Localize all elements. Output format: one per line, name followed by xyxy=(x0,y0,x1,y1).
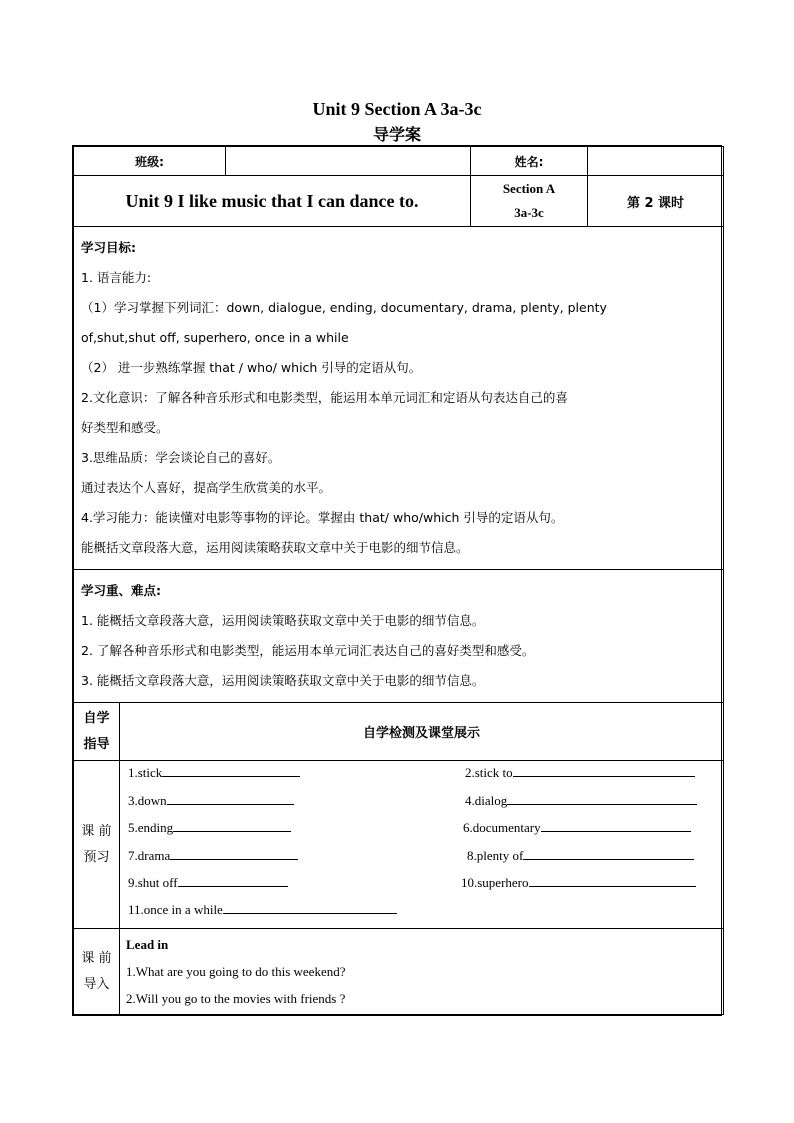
vocab-item: 3.down xyxy=(128,792,294,809)
guide-side-line1: 自学 xyxy=(83,710,110,726)
section-cell xyxy=(471,176,588,227)
lead-in-heading: Lead in xyxy=(126,937,169,952)
class-field[interactable] xyxy=(226,147,471,176)
vocab-item: 10.superhero xyxy=(461,874,696,891)
focus-line: 2. 了解各种音乐形式和电影类型，能运用本单元词汇表达自己的喜好类型和感受。 xyxy=(81,643,535,658)
objective-line: 通过表达个人喜好，提高学生欣赏美的水平。 xyxy=(81,480,332,495)
focus-line: 1. 能概括文章段落大意，运用阅读策略获取文章中关于电影的细节信息。 xyxy=(81,613,485,628)
objective-line: 好类型和感受。 xyxy=(81,420,169,435)
intro-side-label xyxy=(74,929,120,1015)
answer-blank[interactable] xyxy=(507,792,697,805)
lead-in-question-2: 2.Will you go to the movies with friends ? xyxy=(126,991,346,1006)
guide-side-line2: 指导 xyxy=(83,736,110,752)
answer-blank[interactable] xyxy=(173,819,291,832)
answer-blank[interactable] xyxy=(529,874,696,887)
preview-side-label xyxy=(74,761,120,929)
vocab-item: 9.shut off xyxy=(128,874,288,891)
section-label: Section A xyxy=(502,181,556,196)
answer-blank[interactable] xyxy=(541,819,691,832)
objectives-heading: 学习目标: xyxy=(81,240,136,255)
name-label: 姓名: xyxy=(471,147,588,176)
class-label: 班级: xyxy=(74,147,226,176)
focus-line: 3. 能概括文章段落大意，运用阅读策略获取文章中关于电影的细节信息。 xyxy=(81,673,485,688)
vocab-item: 5.ending xyxy=(128,819,291,836)
objective-line: 能概括文章段落大意，运用阅读策略获取文章中关于电影的细节信息。 xyxy=(81,540,469,555)
objective-line: 1. 语言能力: xyxy=(81,270,152,285)
answer-blank[interactable] xyxy=(223,901,397,914)
objective-line: of,shut,shut off, superhero, once in a while xyxy=(81,330,349,345)
preview-side-line2: 预习 xyxy=(83,849,110,865)
vocab-item: 8.plenty of xyxy=(467,847,694,864)
objective-line: （2） 进一步熟练掌握 that / who/ which 引导的定语从句。 xyxy=(81,360,422,375)
preview-side-line1: 课 前 xyxy=(81,823,112,839)
page-title: Unit 9 Section A 3a-3c xyxy=(312,99,482,119)
intro-side-line2: 导入 xyxy=(83,976,110,992)
unit-title: Unit 9 I like music that I can dance to. xyxy=(74,176,471,227)
vocab-item: 4.dialog xyxy=(465,792,697,809)
guide-side-label xyxy=(74,703,120,761)
vocab-item: 7.drama xyxy=(128,847,298,864)
objective-line: 2.文化意识：了解各种音乐形式和电影类型，能运用本单元词汇和定语从句表达自己的喜 xyxy=(81,390,568,405)
lead-in-question-1: 1.What are you going to do this weekend? xyxy=(126,964,346,979)
answer-blank[interactable] xyxy=(167,792,294,805)
worksheet-table xyxy=(72,145,722,1016)
objective-line: 3.思维品质：学会谈论自己的喜好。 xyxy=(81,450,281,465)
page-subtitle: 导学案 xyxy=(372,125,421,144)
objective-line: 4.学习能力：能读懂对电影等事物的评论。掌握由 that/ who/which 引导的定语从句。 xyxy=(81,510,564,525)
answer-blank[interactable] xyxy=(523,847,694,860)
answer-blank[interactable] xyxy=(170,847,298,860)
focus-section xyxy=(74,570,724,703)
lead-in-section xyxy=(120,929,724,1015)
vocab-item: 11.once in a while xyxy=(128,901,397,918)
guide-title: 自学检测及课堂展示 xyxy=(120,703,724,761)
answer-blank[interactable] xyxy=(178,874,288,887)
section-range: 3a-3c xyxy=(514,205,544,220)
objective-line: （1）学习掌握下列词汇：down, dialogue, ending, documentary, drama, plenty, plenty xyxy=(81,300,607,315)
focus-heading: 学习重、难点: xyxy=(81,583,161,598)
name-field[interactable] xyxy=(588,147,724,176)
lesson-label: 第 2 课时 xyxy=(588,176,724,227)
preview-vocab xyxy=(120,761,724,929)
vocab-item: 1.stick xyxy=(128,764,300,781)
intro-side-line1: 课 前 xyxy=(81,950,112,966)
answer-blank[interactable] xyxy=(513,764,695,777)
vocab-item: 2.stick to xyxy=(465,764,695,781)
answer-blank[interactable] xyxy=(162,764,300,777)
objectives-section xyxy=(74,227,724,570)
vocab-item: 6.documentary xyxy=(463,819,691,836)
